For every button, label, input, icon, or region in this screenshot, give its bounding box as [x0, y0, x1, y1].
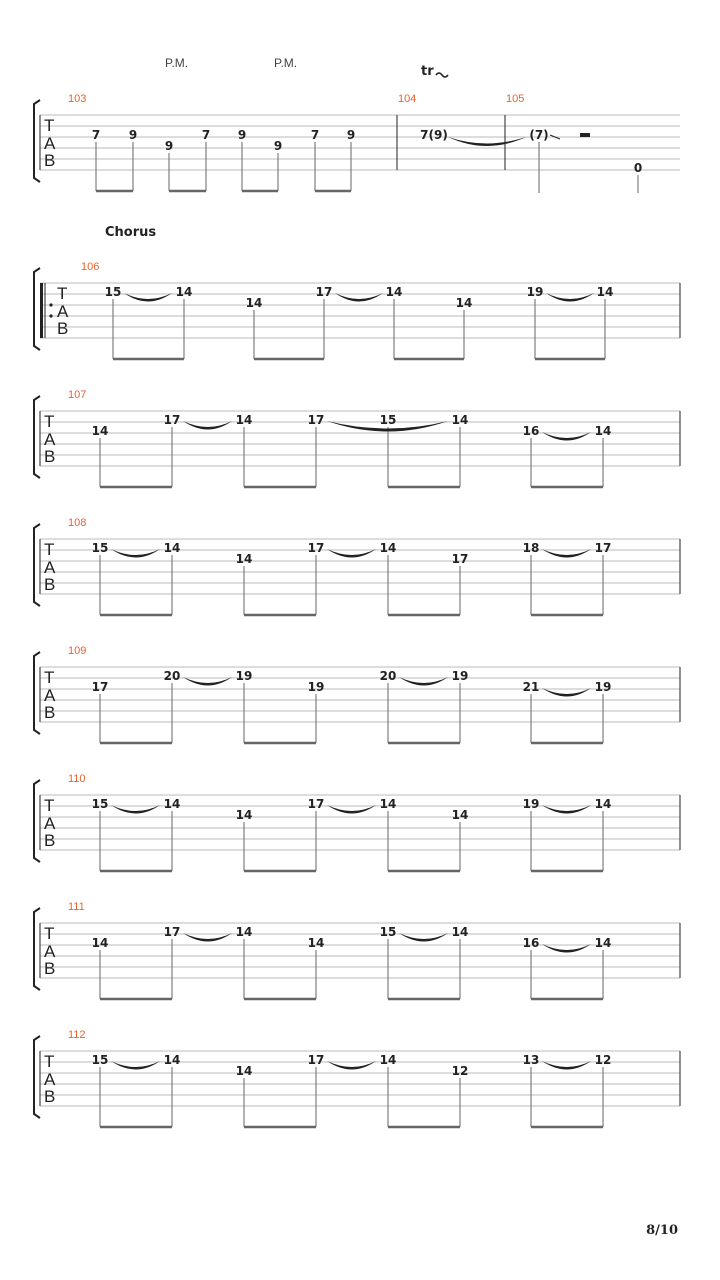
tab-note: 17 — [91, 680, 109, 694]
system-bracket — [34, 652, 40, 734]
tab-clef-t: T — [44, 924, 55, 943]
system-bracket — [34, 908, 40, 990]
staff-lines — [40, 283, 680, 338]
staff-lines — [40, 923, 680, 978]
tab-note: 17 — [307, 1053, 325, 1067]
tab-system-5 — [34, 645, 680, 743]
tab-clef-t: T — [44, 116, 55, 135]
tab-clef-a: A — [44, 1070, 56, 1089]
tab-note: 15 — [379, 413, 397, 427]
tie-slur — [448, 137, 526, 146]
tab-clef-b: B — [44, 1087, 56, 1106]
tab-clef-a: A — [57, 302, 69, 321]
tab-note: 19 — [307, 680, 325, 694]
tab-system-4 — [34, 517, 680, 615]
tab-note: 9 — [346, 128, 356, 142]
tab-note: 19 — [522, 797, 540, 811]
measure-number: 109 — [68, 645, 87, 657]
tab-clef-b: B — [44, 703, 56, 722]
tab-note: 15 — [91, 797, 109, 811]
tab-note: 14 — [163, 541, 181, 555]
tab-note: 18 — [522, 541, 540, 555]
tab-note: 17 — [315, 285, 333, 299]
tab-clef-a: A — [44, 430, 56, 449]
tab-note: 14 — [455, 296, 473, 310]
tab-note: 19 — [451, 669, 469, 683]
tab-note: 7 — [91, 128, 101, 142]
tab-note: 17 — [451, 552, 469, 566]
staff-lines — [40, 115, 680, 170]
tab-note: 20 — [379, 669, 397, 683]
note-stems — [96, 142, 638, 193]
tab-note: 15 — [379, 925, 397, 939]
tab-note: 9 — [273, 139, 283, 153]
tab-note: 16 — [522, 424, 540, 438]
palm-mute-label: P.M. — [274, 56, 298, 70]
tab-note: 7 — [310, 128, 320, 142]
repeat-dot — [49, 303, 52, 306]
tab-note: 14 — [91, 936, 109, 950]
tab-clef-t: T — [57, 284, 68, 303]
measure-number: 106 — [81, 261, 100, 273]
tab-note: 14 — [451, 413, 469, 427]
staff-lines — [40, 1051, 680, 1106]
tab-clef-a: A — [44, 942, 56, 961]
tab-note: 12 — [594, 1053, 612, 1067]
page-number: 8/10 — [646, 1223, 678, 1238]
system-bracket — [34, 396, 40, 478]
note-stems — [100, 555, 603, 615]
tab-note: 14 — [235, 1064, 253, 1078]
tab-note: 14 — [163, 797, 181, 811]
tab-note: 15 — [91, 1053, 109, 1067]
tab-note: 15 — [91, 541, 109, 555]
tab-note: 14 — [594, 936, 612, 950]
tab-note: 14 — [594, 424, 612, 438]
measure-number: 112 — [68, 1029, 86, 1041]
staff-lines — [40, 795, 680, 850]
tab-note: 16 — [522, 936, 540, 950]
tab-note: 13 — [522, 1053, 540, 1067]
note-stems — [100, 1067, 603, 1127]
tab-note: 14 — [235, 413, 253, 427]
tab-system-1 — [34, 56, 680, 193]
measure-number: 107 — [68, 389, 87, 401]
tab-clef-a: A — [44, 558, 56, 577]
tab-system-2 — [34, 261, 680, 359]
tab-system-6 — [34, 773, 680, 871]
tab-note: 15 — [104, 285, 122, 299]
tab-note: 17 — [594, 541, 612, 555]
tab-note: 17 — [163, 413, 181, 427]
tab-note: 12 — [451, 1064, 469, 1078]
rest-icon — [580, 133, 590, 137]
repeat-dot — [49, 314, 52, 317]
system-bracket — [34, 1036, 40, 1118]
measure-number: 111 — [68, 901, 85, 913]
tab-note: 14 — [594, 797, 612, 811]
tab-note: 14 — [91, 424, 109, 438]
tab-note: 19 — [235, 669, 253, 683]
tab-note: 20 — [163, 669, 181, 683]
trill-wave-icon — [436, 73, 448, 77]
tab-note: 14 — [451, 808, 469, 822]
tab-note: 14 — [451, 925, 469, 939]
tab-note: 14 — [175, 285, 193, 299]
tab-note: 7(9) — [420, 128, 448, 142]
tab-note: 19 — [526, 285, 544, 299]
staff-lines — [40, 539, 680, 594]
tab-note: 14 — [379, 797, 397, 811]
tab-clef-b: B — [44, 575, 56, 594]
measure-number: 108 — [68, 517, 87, 529]
tab-note: 21 — [522, 680, 540, 694]
tab-note: 17 — [307, 797, 325, 811]
palm-mute-label: P.M. — [165, 56, 189, 70]
system-bracket — [34, 524, 40, 606]
tab-note: 17 — [163, 925, 181, 939]
tab-note: 14 — [235, 808, 253, 822]
tab-note: 0 — [633, 161, 643, 175]
tab-note: 14 — [385, 285, 403, 299]
staff-lines — [40, 411, 680, 466]
tab-clef-t: T — [44, 1052, 55, 1071]
tab-note: 14 — [235, 552, 253, 566]
tab-clef-a: A — [44, 134, 56, 153]
tab-system-8 — [34, 1029, 680, 1127]
tab-clef-b: B — [44, 447, 56, 466]
measure-number: 104 — [398, 93, 417, 105]
section-label: Chorus — [105, 225, 157, 240]
system-bracket — [34, 100, 40, 182]
tab-note: 17 — [307, 413, 325, 427]
system-bracket — [34, 268, 40, 350]
trill-label: tr — [421, 64, 434, 79]
measure-number: 105 — [506, 93, 525, 105]
tab-note: 14 — [245, 296, 263, 310]
tab-note: 14 — [235, 925, 253, 939]
tab-note: 14 — [163, 1053, 181, 1067]
tab-note: 19 — [594, 680, 612, 694]
tab-note: 14 — [379, 541, 397, 555]
tab-clef-b: B — [57, 319, 69, 338]
note-stems — [113, 299, 605, 359]
tab-note: (7) — [529, 128, 549, 142]
tab-clef-b: B — [44, 151, 56, 170]
measure-number: 103 — [68, 93, 87, 105]
tab-system-3 — [34, 389, 680, 487]
tab-clef-t: T — [44, 668, 55, 687]
tab-clef-t: T — [44, 796, 55, 815]
note-stems — [100, 811, 603, 871]
tab-clef-t: T — [44, 412, 55, 431]
tab-note: 14 — [307, 936, 325, 950]
system-bracket — [34, 780, 40, 862]
measure-number: 110 — [68, 773, 86, 785]
tab-note: 9 — [164, 139, 174, 153]
tab-clef-b: B — [44, 959, 56, 978]
tab-note: 9 — [128, 128, 138, 142]
tab-note: 14 — [596, 285, 614, 299]
tab-clef-a: A — [44, 686, 56, 705]
tab-note: 14 — [379, 1053, 397, 1067]
staff-lines — [40, 667, 680, 722]
repeat-start-barline — [40, 283, 43, 338]
tab-clef-a: A — [44, 814, 56, 833]
tab-note: 9 — [237, 128, 247, 142]
tab-note: 7 — [201, 128, 211, 142]
tab-clef-b: B — [44, 831, 56, 850]
tab-clef-t: T — [44, 540, 55, 559]
tab-note: 17 — [307, 541, 325, 555]
tab-system-7 — [34, 901, 680, 999]
